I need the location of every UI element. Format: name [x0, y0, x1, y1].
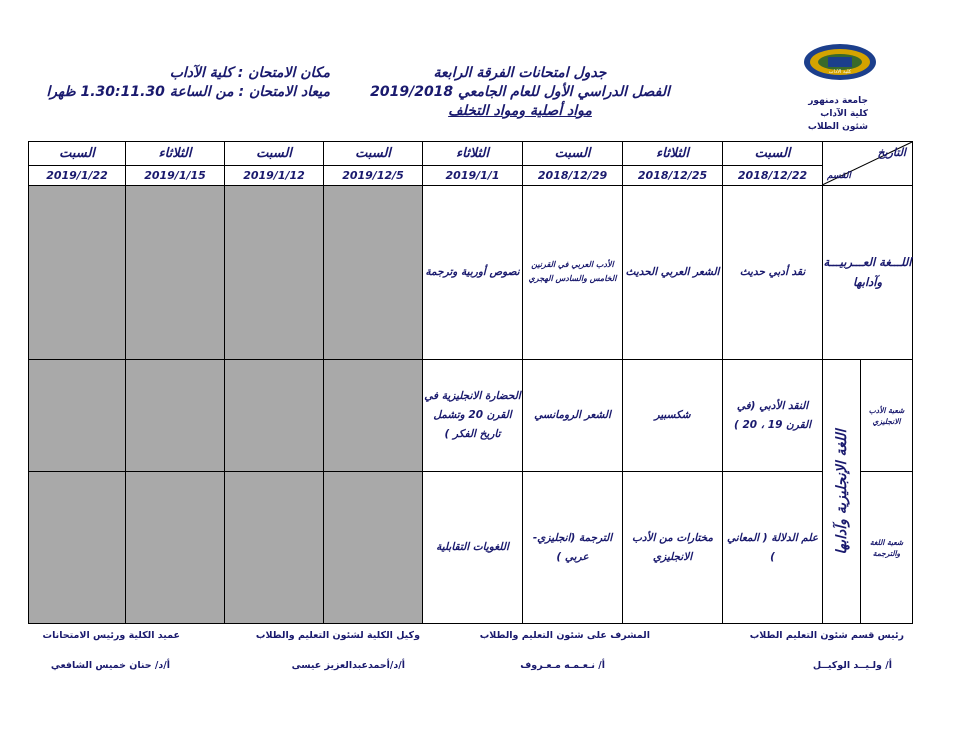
- branch-language-translation: شعبة اللغة والترجمة: [861, 472, 913, 624]
- empty-cell: [126, 185, 225, 360]
- date-1: 2018/12/22: [723, 165, 823, 185]
- exam-cell: الأدب العربي في القرنين الخامس والسادس الهجري: [523, 185, 623, 360]
- signature-2-title: المشرف على شئون التعليم والطلاب: [479, 630, 650, 641]
- signature-3-title: وكيل الكلية لشئون التعليم والطلاب: [255, 630, 420, 641]
- signature-4-title: عميد الكلية ورئيس الامتحانات: [42, 630, 180, 641]
- empty-cell: [225, 185, 324, 360]
- date-4: 2019/1/1: [423, 165, 523, 185]
- day-header-3: السبت: [523, 142, 623, 166]
- empty-cell: [324, 185, 423, 360]
- day-header-4: الثلاثاء: [423, 142, 523, 166]
- exam-cell: اللغويات التقابلية: [423, 472, 523, 624]
- empty-cell: [324, 472, 423, 624]
- table-row-arabic: [29, 185, 913, 360]
- exam-cell: النقد الأدبي (في القرن 19 ، 20 ): [723, 360, 823, 472]
- day-header-6: السبت: [225, 142, 324, 166]
- table-row-english-lang: [29, 472, 913, 624]
- date-2: 2018/12/25: [623, 165, 723, 185]
- signature-1-title: رئيس قسم شئون التعليم الطلاب: [749, 630, 904, 641]
- date-8: 2019/1/22: [29, 165, 126, 185]
- date-5: 2019/12/5: [324, 165, 423, 185]
- signature-1-name: أ/ ولـيــد الوكيــل: [812, 660, 892, 671]
- title-line-3: مواد أصلية ومواد التخلف: [448, 103, 592, 119]
- signature-2-name: أ/ نـعـمـه مـعـروف: [520, 660, 605, 671]
- exam-cell: نصوص أوربية وترجمة: [423, 185, 523, 360]
- day-header-7: الثلاثاء: [126, 142, 225, 166]
- exam-info: [40, 64, 330, 102]
- dept-english: [823, 360, 861, 624]
- empty-cell: [126, 472, 225, 624]
- dept-arabic: اللـــغة العـــربيـــة وآدابها: [823, 185, 913, 360]
- exam-title: [320, 64, 720, 121]
- title-line-2: الفصل الدراسي الأول للعام الجامعي 2019/2018: [370, 84, 670, 100]
- day-header-1: السبت: [723, 142, 823, 166]
- empty-cell: [225, 472, 324, 624]
- signature-3-name: أ/د/أحمدعبدالعزيز عيسى: [291, 660, 405, 671]
- department-name: شئون الطلاب: [807, 122, 868, 132]
- university-name: جامعة دمنهور: [808, 96, 868, 106]
- university-logo: [802, 42, 878, 82]
- exam-place: مكان الامتحان : كلية الآداب: [169, 65, 330, 81]
- empty-cell: [29, 360, 126, 472]
- corner-date-label: التاريخ: [877, 146, 906, 159]
- date-3: 2018/12/29: [523, 165, 623, 185]
- corner-dept-label: القسم: [827, 170, 851, 181]
- day-header-5: السبت: [324, 142, 423, 166]
- exam-cell: الشعر الرومانسي: [523, 360, 623, 472]
- empty-cell: [29, 185, 126, 360]
- exam-cell: علم الدلالة ( المعاني ): [723, 472, 823, 624]
- exam-cell: شكسبير: [623, 360, 723, 472]
- exam-cell: الشعر العربي الحديث: [623, 185, 723, 360]
- exam-cell: الترجمة (انجليزي- عربي ): [523, 472, 623, 624]
- empty-cell: [324, 360, 423, 472]
- date-7: 2019/1/15: [126, 165, 225, 185]
- title-line-1: جدول امتحانات الفرقة الرابعة: [433, 65, 607, 81]
- empty-cell: [29, 472, 126, 624]
- corner-header: [823, 142, 913, 186]
- logo-text: كلية الآداب: [828, 69, 852, 75]
- date-6: 2019/1/12: [225, 165, 324, 185]
- table-row-english-lit: [29, 360, 913, 472]
- branch-english-literature: شعبة الأدب الانجليزي: [861, 360, 913, 472]
- empty-cell: [126, 360, 225, 472]
- empty-cell: [225, 360, 324, 472]
- exam-cell: نقد أدبي حديث: [723, 185, 823, 360]
- exam-cell: الحضارة الانجليزية في القرن 20 وتشمل تاريخ الفكر ): [423, 360, 523, 472]
- faculty-name: كلية الآداب: [820, 109, 868, 119]
- exam-cell: مختارات من الأدب الانجليزي: [623, 472, 723, 624]
- day-header-8: السبت: [29, 142, 126, 166]
- exam-time: ميعاد الامتحان : من الساعة 1.30:11.30 ظهرا: [46, 84, 330, 100]
- dept-english-label: اللغة الإنجليزية وآدابها: [833, 429, 850, 555]
- exam-schedule-table: [28, 141, 913, 624]
- day-header-2: الثلاثاء: [623, 142, 723, 166]
- signature-4-name: أ/د/ حنان خميس الشافعي: [50, 660, 170, 671]
- university-info: [808, 95, 868, 134]
